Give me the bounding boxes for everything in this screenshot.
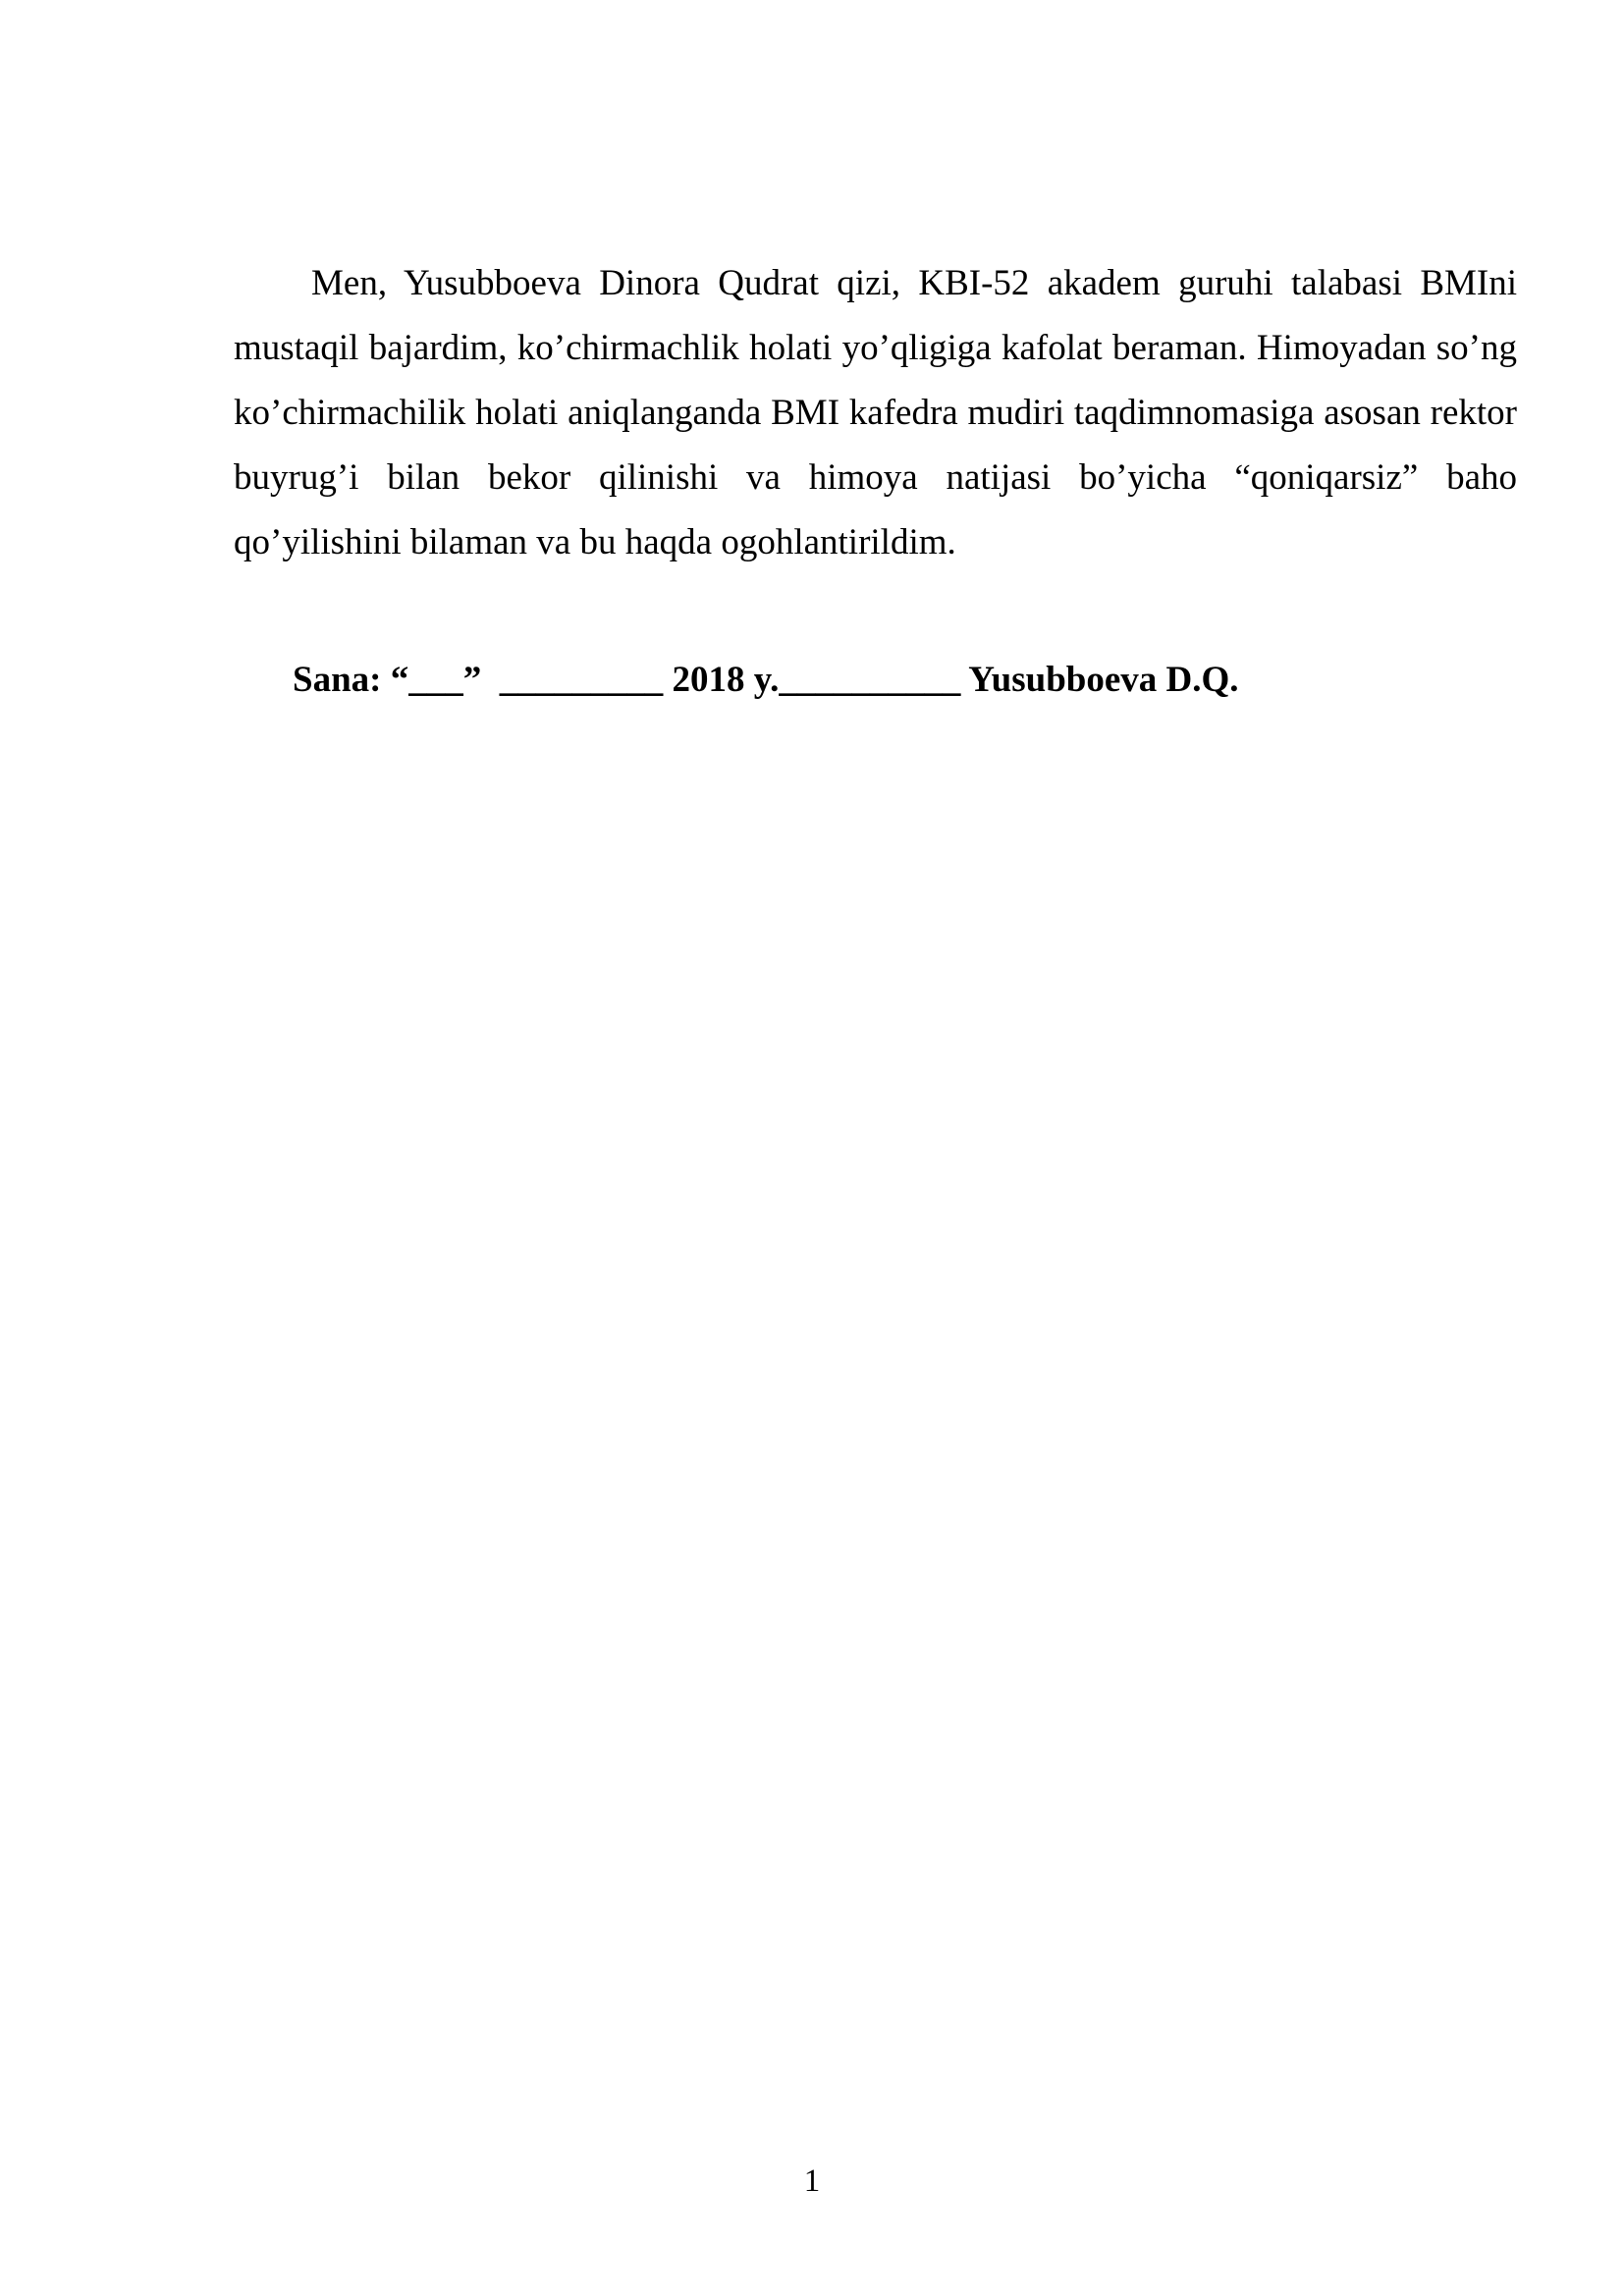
declaration-paragraph: Men, Yusubboeva Dinora Qudrat qizi, KBI-52 akadem guruhi talabasi BMIni mustaqil bajardim, ko’chirmachlik holati yo’qligiga kafolat beraman. Himoyadan so’ng ko’chirmachilik holati aniqlanganda BMI kafedra mudiri taqdimnomasiga asosan rektor buyrug’i bilan bekor qilinishi va himoya natijasi bo’yicha “qoniqarsiz” baho qo’yilishini bilaman va bu haqda ogohlantirildim. [234, 263, 1517, 562]
page-number: 1 [803, 2163, 821, 2199]
date-signature-line: Sana: “___” _________ 2018 y.__________ Yusubboeva D.Q. [293, 660, 1239, 700]
